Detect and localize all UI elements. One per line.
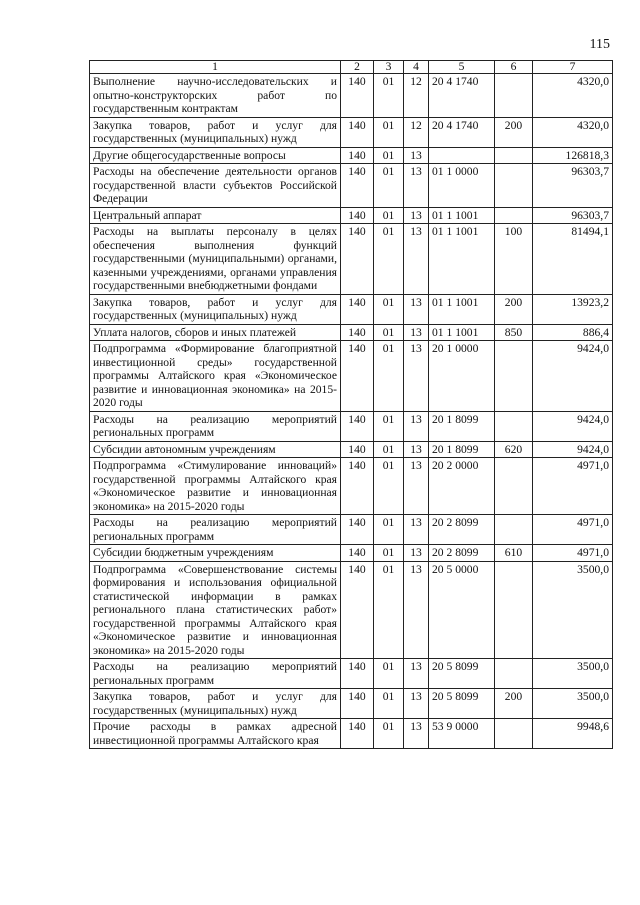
item-name: Прочие расходы в рамках адресной инвестиционной программы Алтайского края	[90, 719, 341, 749]
col-2-code: 140	[341, 324, 374, 341]
col-5-code: 01 1 1001	[429, 294, 495, 324]
col-7-amount: 3500,0	[533, 689, 613, 719]
col-7-amount: 886,4	[533, 324, 613, 341]
col-7-amount: 4971,0	[533, 515, 613, 545]
col-4-code: 13	[404, 207, 429, 224]
col-6-code: 200	[495, 294, 533, 324]
col-5-code: 20 2 8099	[429, 515, 495, 545]
header-cell: 5	[429, 61, 495, 74]
col-4-code: 13	[404, 341, 429, 412]
col-7-amount: 9424,0	[533, 441, 613, 458]
col-3-code: 01	[374, 441, 404, 458]
col-4-code: 12	[404, 74, 429, 118]
col-3-code: 01	[374, 689, 404, 719]
table-row	[90, 294, 613, 324]
col-7-amount: 3500,0	[533, 659, 613, 689]
col-2-code: 140	[341, 164, 374, 208]
item-name: Подпрограмма «Стимулирование инноваций» государственной программы Алтайского края «Экономическое развитие и инновационная экономика» на 2015-2020 годы	[90, 458, 341, 515]
col-6-code: 620	[495, 441, 533, 458]
col-3-code: 01	[374, 324, 404, 341]
col-5-code: 01 1 0000	[429, 164, 495, 208]
col-2-code: 140	[341, 515, 374, 545]
col-7-amount: 81494,1	[533, 224, 613, 295]
col-7-amount: 96303,7	[533, 207, 613, 224]
col-7-amount: 4971,0	[533, 545, 613, 562]
col-2-code: 140	[341, 341, 374, 412]
header-cell: 7	[533, 61, 613, 74]
col-3-code: 01	[374, 515, 404, 545]
col-5-code: 20 4 1740	[429, 74, 495, 118]
col-4-code: 13	[404, 719, 429, 749]
col-4-code: 13	[404, 515, 429, 545]
col-2-code: 140	[341, 561, 374, 659]
col-6-code	[495, 164, 533, 208]
table-row	[90, 411, 613, 441]
col-2-code: 140	[341, 458, 374, 515]
col-5-code: 01 1 1001	[429, 224, 495, 295]
header-row	[90, 61, 613, 74]
col-4-code: 13	[404, 294, 429, 324]
col-4-code: 13	[404, 441, 429, 458]
table-row	[90, 659, 613, 689]
col-2-code: 140	[341, 74, 374, 118]
col-3-code: 01	[374, 147, 404, 164]
col-7-amount: 9424,0	[533, 341, 613, 412]
item-name: Закупка товаров, работ и услуг для государственных (муниципальных) нужд	[90, 689, 341, 719]
col-3-code: 01	[374, 164, 404, 208]
col-4-code: 13	[404, 411, 429, 441]
table-row	[90, 147, 613, 164]
col-6-code	[495, 341, 533, 412]
header-cell: 3	[374, 61, 404, 74]
item-name: Закупка товаров, работ и услуг для государственных (муниципальных) нужд	[90, 294, 341, 324]
item-name: Расходы на реализацию мероприятий региональных программ	[90, 659, 341, 689]
col-5-code: 53 9 0000	[429, 719, 495, 749]
col-3-code: 01	[374, 458, 404, 515]
table-body	[90, 74, 613, 749]
item-name: Подпрограмма «Формирование благоприятной инвестиционной среды» государственной программы Алтайского края «Экономическое развитие и инновационная экономика» на 2015-2020 годы	[90, 341, 341, 412]
col-6-code: 200	[495, 689, 533, 719]
col-2-code: 140	[341, 659, 374, 689]
col-6-code	[495, 207, 533, 224]
col-6-code	[495, 411, 533, 441]
col-3-code: 01	[374, 74, 404, 118]
col-4-code: 13	[404, 147, 429, 164]
col-6-code: 100	[495, 224, 533, 295]
page-number: 115	[589, 37, 610, 52]
col-5-code: 01 1 1001	[429, 324, 495, 341]
col-3-code: 01	[374, 224, 404, 295]
header-cell: 4	[404, 61, 429, 74]
table-row	[90, 341, 613, 412]
col-5-code	[429, 147, 495, 164]
col-7-amount: 13923,2	[533, 294, 613, 324]
item-name: Выполнение научно-исследовательских и опытно-конструкторских работ по государственным контрактам	[90, 74, 341, 118]
col-6-code	[495, 74, 533, 118]
col-6-code: 200	[495, 117, 533, 147]
item-name: Подпрограмма «Совершенствование системы формирования и использования официальной статистической информации в рамках регионального плана статистических работ» государственной программы Алтайского края «Экономическое развитие и инновационная экономика» на 2015-2020 годы	[90, 561, 341, 659]
col-2-code: 140	[341, 294, 374, 324]
col-4-code: 13	[404, 689, 429, 719]
col-2-code: 140	[341, 689, 374, 719]
col-4-code: 12	[404, 117, 429, 147]
item-name: Субсидии автономным учреждениям	[90, 441, 341, 458]
col-6-code	[495, 561, 533, 659]
col-7-amount: 9948,6	[533, 719, 613, 749]
col-4-code: 13	[404, 545, 429, 562]
budget-table	[89, 60, 613, 749]
col-3-code: 01	[374, 545, 404, 562]
item-name: Другие общегосударственные вопросы	[90, 147, 341, 164]
item-name: Центральный аппарат	[90, 207, 341, 224]
col-2-code: 140	[341, 147, 374, 164]
col-2-code: 140	[341, 441, 374, 458]
col-7-amount: 4320,0	[533, 117, 613, 147]
header-cell: 2	[341, 61, 374, 74]
col-7-amount: 9424,0	[533, 411, 613, 441]
col-2-code: 140	[341, 207, 374, 224]
table-row	[90, 458, 613, 515]
col-3-code: 01	[374, 411, 404, 441]
table-row	[90, 689, 613, 719]
table-row	[90, 441, 613, 458]
col-6-code	[495, 659, 533, 689]
table-row	[90, 207, 613, 224]
col-5-code: 20 2 0000	[429, 458, 495, 515]
table-row	[90, 74, 613, 118]
col-7-amount: 4320,0	[533, 74, 613, 118]
col-5-code: 20 5 8099	[429, 689, 495, 719]
col-7-amount: 126818,3	[533, 147, 613, 164]
item-name: Уплата налогов, сборов и иных платежей	[90, 324, 341, 341]
col-4-code: 13	[404, 561, 429, 659]
item-name: Расходы на реализацию мероприятий региональных программ	[90, 411, 341, 441]
col-6-code	[495, 515, 533, 545]
table-row	[90, 719, 613, 749]
col-6-code	[495, 458, 533, 515]
col-3-code: 01	[374, 117, 404, 147]
col-5-code: 20 1 0000	[429, 341, 495, 412]
col-5-code: 20 1 8099	[429, 441, 495, 458]
col-4-code: 13	[404, 164, 429, 208]
col-6-code	[495, 719, 533, 749]
col-4-code: 13	[404, 324, 429, 341]
col-3-code: 01	[374, 659, 404, 689]
col-5-code: 01 1 1001	[429, 207, 495, 224]
header-cell: 1	[90, 61, 341, 74]
col-6-code	[495, 147, 533, 164]
item-name: Расходы на реализацию мероприятий региональных программ	[90, 515, 341, 545]
col-3-code: 01	[374, 341, 404, 412]
col-2-code: 140	[341, 224, 374, 295]
table-row	[90, 545, 613, 562]
table-row	[90, 561, 613, 659]
col-2-code: 140	[341, 411, 374, 441]
table-row	[90, 164, 613, 208]
col-5-code: 20 2 8099	[429, 545, 495, 562]
col-3-code: 01	[374, 294, 404, 324]
col-2-code: 140	[341, 117, 374, 147]
col-7-amount: 96303,7	[533, 164, 613, 208]
col-7-amount: 3500,0	[533, 561, 613, 659]
item-name: Закупка товаров, работ и услуг для государственных (муниципальных) нужд	[90, 117, 341, 147]
header-cell: 6	[495, 61, 533, 74]
col-2-code: 140	[341, 545, 374, 562]
item-name: Расходы на выплаты персоналу в целях обеспечения выполнения функций государственными (муниципальными) органами, казенными учреждениями, органами управления государственными внебюджетными фондами	[90, 224, 341, 295]
table-row	[90, 224, 613, 295]
col-7-amount: 4971,0	[533, 458, 613, 515]
col-3-code: 01	[374, 719, 404, 749]
col-6-code: 610	[495, 545, 533, 562]
col-4-code: 13	[404, 659, 429, 689]
col-4-code: 13	[404, 458, 429, 515]
col-3-code: 01	[374, 207, 404, 224]
table-row	[90, 515, 613, 545]
col-5-code: 20 5 8099	[429, 659, 495, 689]
col-6-code: 850	[495, 324, 533, 341]
table-row	[90, 324, 613, 341]
col-3-code: 01	[374, 561, 404, 659]
col-4-code: 13	[404, 224, 429, 295]
col-5-code: 20 5 0000	[429, 561, 495, 659]
item-name: Расходы на обеспечение деятельности органов государственной власти субъектов Российской Федерации	[90, 164, 341, 208]
col-5-code: 20 4 1740	[429, 117, 495, 147]
table-row	[90, 117, 613, 147]
col-5-code: 20 1 8099	[429, 411, 495, 441]
item-name: Субсидии бюджетным учреждениям	[90, 545, 341, 562]
col-2-code: 140	[341, 719, 374, 749]
